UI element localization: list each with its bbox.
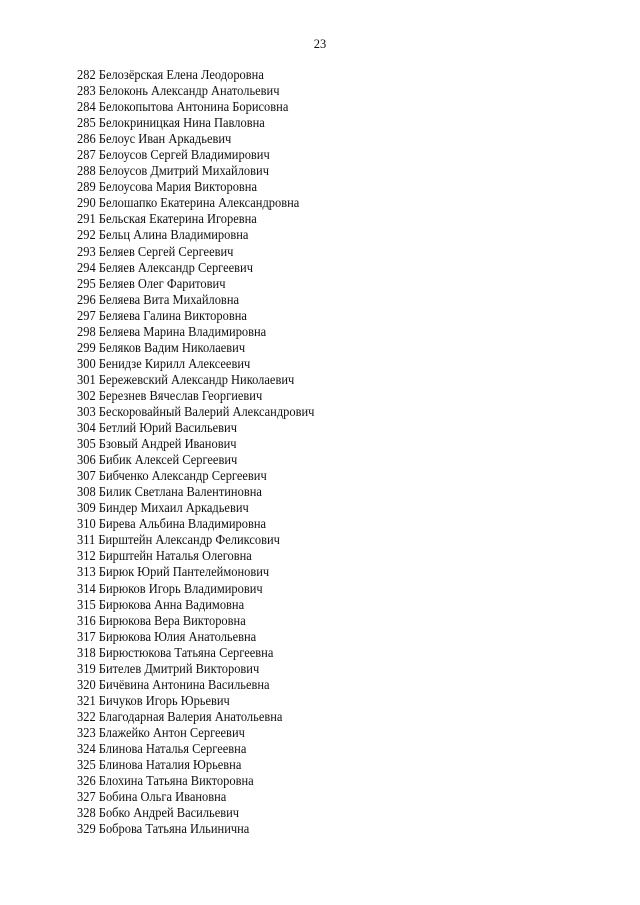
list-item: 291 Бельская Екатерина Игоревна <box>77 211 257 227</box>
list-item: 282 Белозёрская Елена Леодоровна <box>77 67 264 82</box>
list-item: 295 Беляев Олег Фаритович <box>77 275 226 291</box>
list-item: 310 Бирева Альбина Владимировна <box>77 516 267 532</box>
list-item: 297 Беляева Галина Викторовна <box>77 307 247 323</box>
list-item: 296 Беляева Вита Михайловна <box>77 291 240 307</box>
list-item: 325 Блинова Наталия Юрьевна <box>77 757 242 773</box>
list-item: 316 Бирюкова Вера Викторовна <box>77 612 246 628</box>
list-item: 288 Белоусов Дмитрий Михайлович <box>77 163 269 179</box>
list-item: 320 Бичёвина Антонина Васильевна <box>77 676 270 692</box>
list-item: 283 Белоконь Александр Анатольевич <box>77 83 280 99</box>
list-item: 323 Блажейко Антон Сергеевич <box>77 724 245 740</box>
list-item: 303 Бескоровайный Валерий Александрович <box>77 403 315 419</box>
list-item: 318 Бирюстюкова Татьяна Сергеевна <box>77 644 274 660</box>
list-item: 312 Бирштейн Наталья Олеговна <box>77 548 252 564</box>
list-item: 314 Бирюков Игорь Владимирович <box>77 580 263 596</box>
list-item: 313 Бирюк Юрий Пантелеймонович <box>77 564 270 580</box>
list-item: 286 Белоус Иван Аркадьевич <box>77 131 232 147</box>
list-item: 324 Блинова Наталья Сергеевна <box>77 740 247 756</box>
list-item: 301 Бережевский Александр Николаевич <box>77 371 295 387</box>
list-item: 293 Беляев Сергей Сергеевич <box>77 243 234 259</box>
list-item: 304 Бетлий Юрий Васильевич <box>77 420 237 436</box>
list-item: 329 Боброва Татьяна Ильинична <box>77 821 250 837</box>
list-item: 311 Бирштейн Александр Феликсович <box>77 532 280 548</box>
list-item: 308 Билик Светлана Валентиновна <box>77 484 262 500</box>
list-item: 328 Бобко Андрей Васильевич <box>77 805 240 821</box>
page-number: 23 <box>313 37 327 51</box>
list-item: 326 Блохина Татьяна Викторовна <box>77 773 254 789</box>
list-item: 287 Белоусов Сергей Владимирович <box>77 147 270 163</box>
list-item: 284 Белокопытова Антонина Борисовна <box>77 99 289 115</box>
list-item: 309 Биндер Михаил Аркадьевич <box>77 500 249 516</box>
list-item: 285 Белокриницкая Нина Павловна <box>77 115 265 131</box>
list-item: 322 Благодарная Валерия Анатольевна <box>77 708 283 724</box>
list-item: 292 Бельц Алина Владимировна <box>77 227 249 243</box>
list-item: 317 Бирюкова Юлия Анатольевна <box>77 628 257 644</box>
list-item: 319 Бителев Дмитрий Викторович <box>77 660 260 676</box>
list-item: 289 Белоусова Мария Викторовна <box>77 179 257 195</box>
list-item: 300 Бенидзе Кирилл Алексеевич <box>77 355 251 371</box>
list-item: 299 Беляков Вадим Николаевич <box>77 339 246 355</box>
list-item: 307 Бибченко Александр Сергеевич <box>77 468 267 484</box>
list-item: 321 Бичуков Игорь Юрьевич <box>77 692 230 708</box>
list-item: 290 Белошапко Екатерина Александровна <box>77 195 300 211</box>
name-list <box>77 67 332 837</box>
list-item: 305 Бзовый Андрей Иванович <box>77 436 237 452</box>
list-item: 302 Березнев Вячеслав Георгиевич <box>77 387 263 403</box>
list-item: 315 Бирюкова Анна Вадимовна <box>77 596 245 612</box>
list-item: 327 Бобина Ольга Ивановна <box>77 789 227 805</box>
list-item: 298 Беляева Марина Владимировна <box>77 323 267 339</box>
list-item: 306 Бибик Алексей Сергеевич <box>77 452 238 468</box>
list-item: 294 Беляев Александр Сергеевич <box>77 259 253 275</box>
